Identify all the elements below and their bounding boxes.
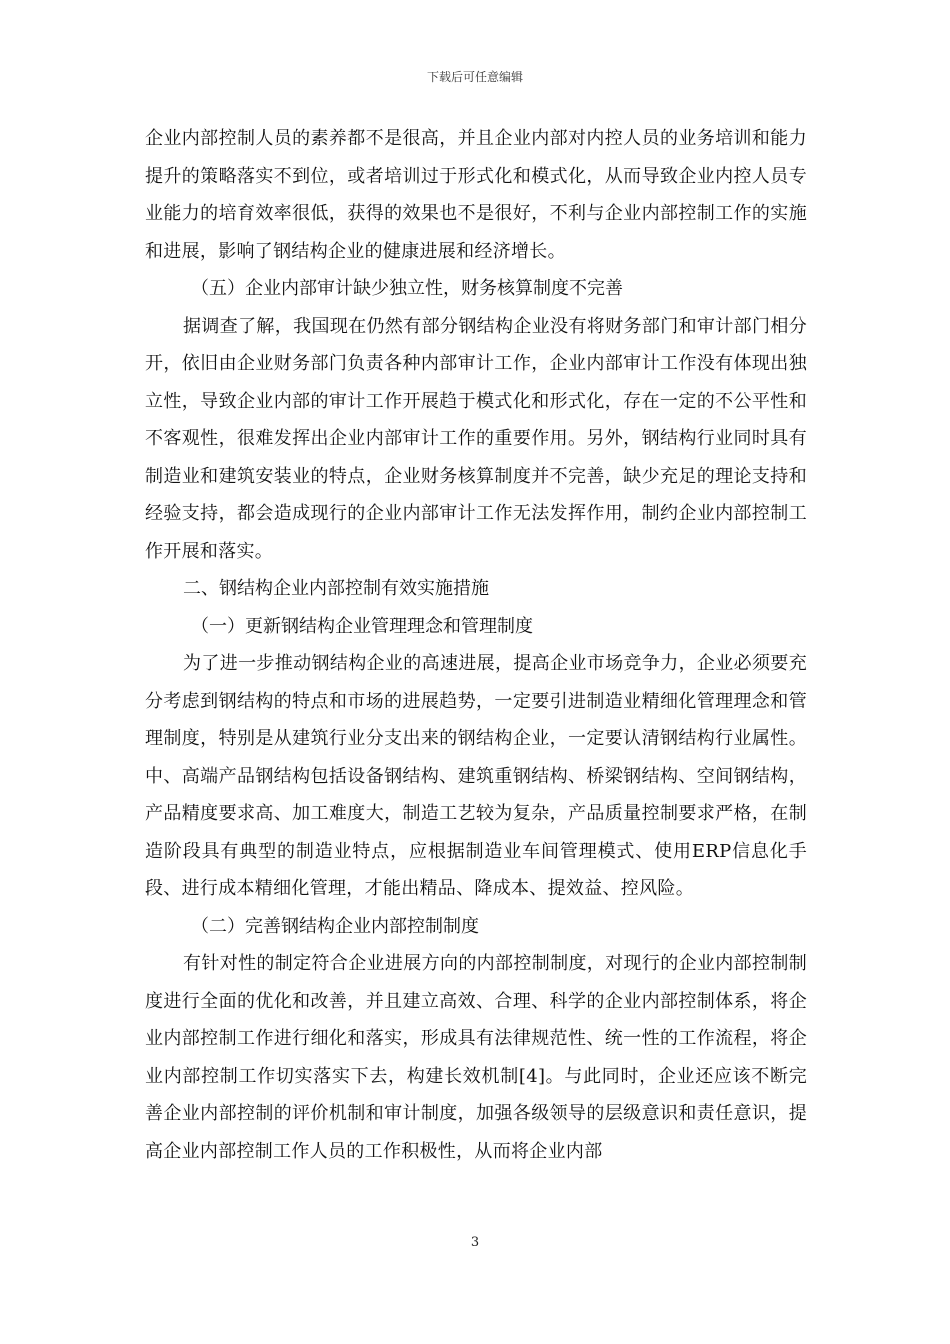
page-header-note: 下载后可任意编辑 <box>426 70 523 84</box>
section-heading-2-1: （一）更新钢结构企业管理理念和管理制度 <box>191 615 533 637</box>
section-heading-5: （五）企业内部审计缺少独立性，财务核算制度不完善 <box>191 278 623 299</box>
page-number: 3 <box>470 1235 480 1250</box>
chapter-heading-2: 二、钢结构企业内部控制有效实施措施 <box>183 578 489 599</box>
paragraph-internal-control: 有针对性的制定符合企业进展方向的内部控制制度，对现行的企业内部控制制度进行全面的优化和改善，并且建立高效、合理、科学的企业内部控制体系，将企业内部控制工作进行细化和落实，形成具有法律规范性、统一性的工作流程，将企业内部控制工作切实落实下去，构建长效机制[4]。与此同时，企业还应该不断完善企业内部控制的评价机制和审计制度，加强各级领导的层级意识和责任意识，提高企业内部控制工作人员的工作积极性，从而将企业内部 <box>145 953 807 1162</box>
document-body <box>145 120 807 1170</box>
paragraph-management: 为了进一步推动钢结构企业的高速进展，提高企业市场竞争力，企业必须要充分考虑到钢结构的特点和市场的进展趋势，一定要引进制造业精细化管理理念和管理制度，特别是从建筑行业分支出来的钢结构企业，一定要认清钢结构行业属性。中、高端产品钢结构包括设备钢结构、建筑重钢结构、桥梁钢结构、空间钢结构，产品精度要求高、加工难度大，制造工艺较为复杂，产品质量控制要求严格，在制造阶段具有典型的制造业特点，应根据制造业车间管理模式、使用ERP信息化手段、进行成本精细化管理，才能出精品、降成本、提效益、控风险。 <box>145 653 807 899</box>
paragraph-audit: 据调查了解，我国现在仍然有部分钢结构企业没有将财务部门和审计部门相分开，依旧由企业财务部门负责各种内部审计工作，企业内部审计工作没有体现出独立性，导致企业内部的审计工作开展趋于模式化和形式化，存在一定的不公平性和不客观性，很难发挥出企业内部审计工作的重要作用。另外，钢结构行业同时具有制造业和建筑安装业的特点，企业财务核算制度并不完善，缺少充足的理论支持和经验支持，都会造成现行的企业内部审计工作无法发挥作用，制约企业内部控制工作开展和落实。 <box>145 315 807 562</box>
section-heading-2-2: （二）完善钢结构企业内部控制制度 <box>191 915 479 937</box>
paragraph-continuation: 企业内部控制人员的素养都不是很高，并且企业内部对内控人员的业务培训和能力提升的策略落实不到位，或者培训过于形式化和模式化，从而导致企业内控人员专业能力的培育效率很低，获得的效果也不是很好，不利与企业内部控制工作的实施和进展，影响了钢结构企业的健康进展和经济增长。 <box>145 128 807 262</box>
